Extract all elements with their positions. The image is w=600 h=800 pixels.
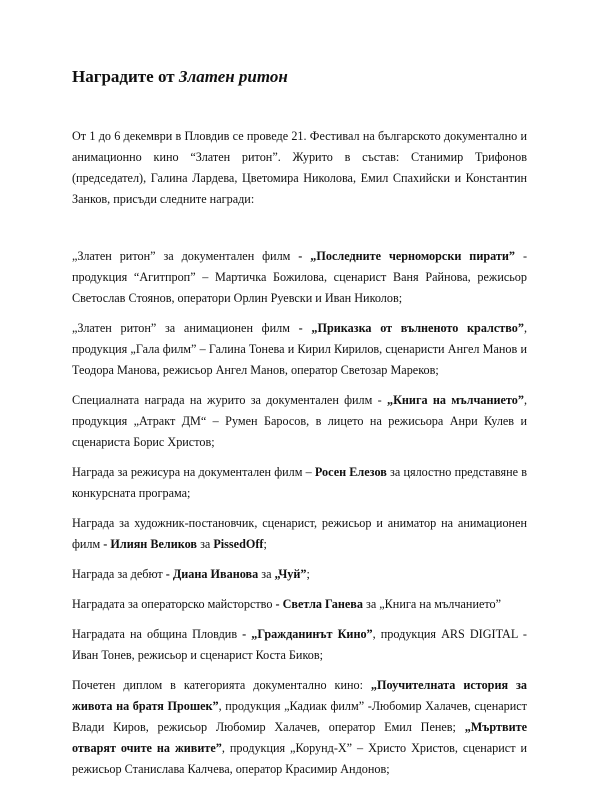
award-bold-text: - Светла Ганева xyxy=(275,597,363,611)
award-text: Награда за дебют xyxy=(72,567,166,581)
title-plain: Наградите от xyxy=(72,67,179,86)
award-bold-text: - Диана Иванова xyxy=(165,567,259,581)
award-bold-text: „Чуй” xyxy=(274,567,307,581)
award-text: Наградата за операторско майсторство xyxy=(72,597,276,611)
award-bold-text: „Мъртвите отварят очите на живите” xyxy=(72,720,527,755)
award-bold-text: - „Приказка от вълненото кралство” xyxy=(298,321,524,335)
award-text: , продукция ARS DIGITAL - Иван Тонев, режисьор и сценарист Коста Биков; xyxy=(72,627,527,662)
award-bold-text: Росен Елезов xyxy=(314,465,387,479)
award-bold-text: - „Гражданинът Кино” xyxy=(242,627,373,641)
award-item xyxy=(72,318,527,381)
award-text: Награда за режисура на документален филм – xyxy=(72,465,315,479)
award-text: за xyxy=(258,567,275,581)
award-text: , продукция „Гала филм” – Галина Тонева и Кирил Кирилов, сценаристи Ангел Манов и Теодора Манова, режисьор Ангел Манов, оператор Светозар Мареков; xyxy=(72,321,528,377)
award-item xyxy=(72,564,527,585)
award-text: , продукция „Кадиак филм” -Любомир Халачев, сценарист Влади Киров, режисьор Любомир Халачев, оператор Емил Пенев; xyxy=(72,699,528,734)
award-bold-text: „Поучителната история за живота на братя Прошек” xyxy=(72,678,527,713)
award-text: „Златен ритон” за документален филм xyxy=(72,249,299,263)
award-item xyxy=(72,513,527,555)
award-bold-text: „Книга на мълчанието” xyxy=(386,393,524,407)
award-bold-text: PissedOff xyxy=(213,537,264,551)
award-text: ; xyxy=(263,537,267,551)
award-text: Специалната награда на журито за документален филм - xyxy=(72,393,387,407)
award-text: Почетен диплом в категорията документално кино: xyxy=(72,678,371,692)
award-text: , продукция „Атракт ДМ“ – Румен Баросов, в лицето на режисьора Анри Кулев и сценариста Борис Христов; xyxy=(72,393,527,449)
document-page xyxy=(72,66,527,789)
award-text: Награда за художник-постановчик, сценарист, режисьор и аниматор на анимационен филм xyxy=(72,516,527,551)
intro-paragraph: От 1 до 6 декември в Пловдив се проведе 21. Фестивал на българското документално и анимационно кино “Златен ритон”. Журито в състав: Станимир Трифонов (председател), Галина Лардева, Цветомира Николова, Емил Спахийски и Константин Занков, присъди следните награди: xyxy=(72,129,527,206)
award-text: за „Книга на мълчанието” xyxy=(362,597,502,611)
award-item xyxy=(72,390,527,453)
award-item xyxy=(72,594,527,615)
award-bold-text: - „Последните черноморски пирати” xyxy=(298,249,516,263)
awards-list xyxy=(72,246,527,780)
award-bold-text: - Илиян Великов xyxy=(103,537,198,551)
award-text: за цялостно представяне в конкурсната програма; xyxy=(72,465,527,500)
title-italic: Златен ритон xyxy=(178,67,288,86)
page-title xyxy=(72,66,527,88)
award-text: за xyxy=(197,537,214,551)
award-text: , продукция „Корунд-Х” – Христо Христов, сценарист и режисьор Станислава Калчева, оператор Красимир Андонов; xyxy=(72,741,527,776)
award-item xyxy=(72,675,527,780)
award-text: - продукция “Агитпроп” – Мартичка Божилова, сценарист Ваня Райнова, режисьор Светослав Стоянов, оператори Орлин Руевски и Иван Николов; xyxy=(72,249,527,305)
award-text: ; xyxy=(306,567,310,581)
award-item xyxy=(72,246,527,309)
award-item xyxy=(72,462,527,504)
award-text: „Златен ритон” за анимационен филм xyxy=(72,321,299,335)
award-text: Наградата на община Пловдив xyxy=(72,627,243,641)
award-item xyxy=(72,624,527,666)
